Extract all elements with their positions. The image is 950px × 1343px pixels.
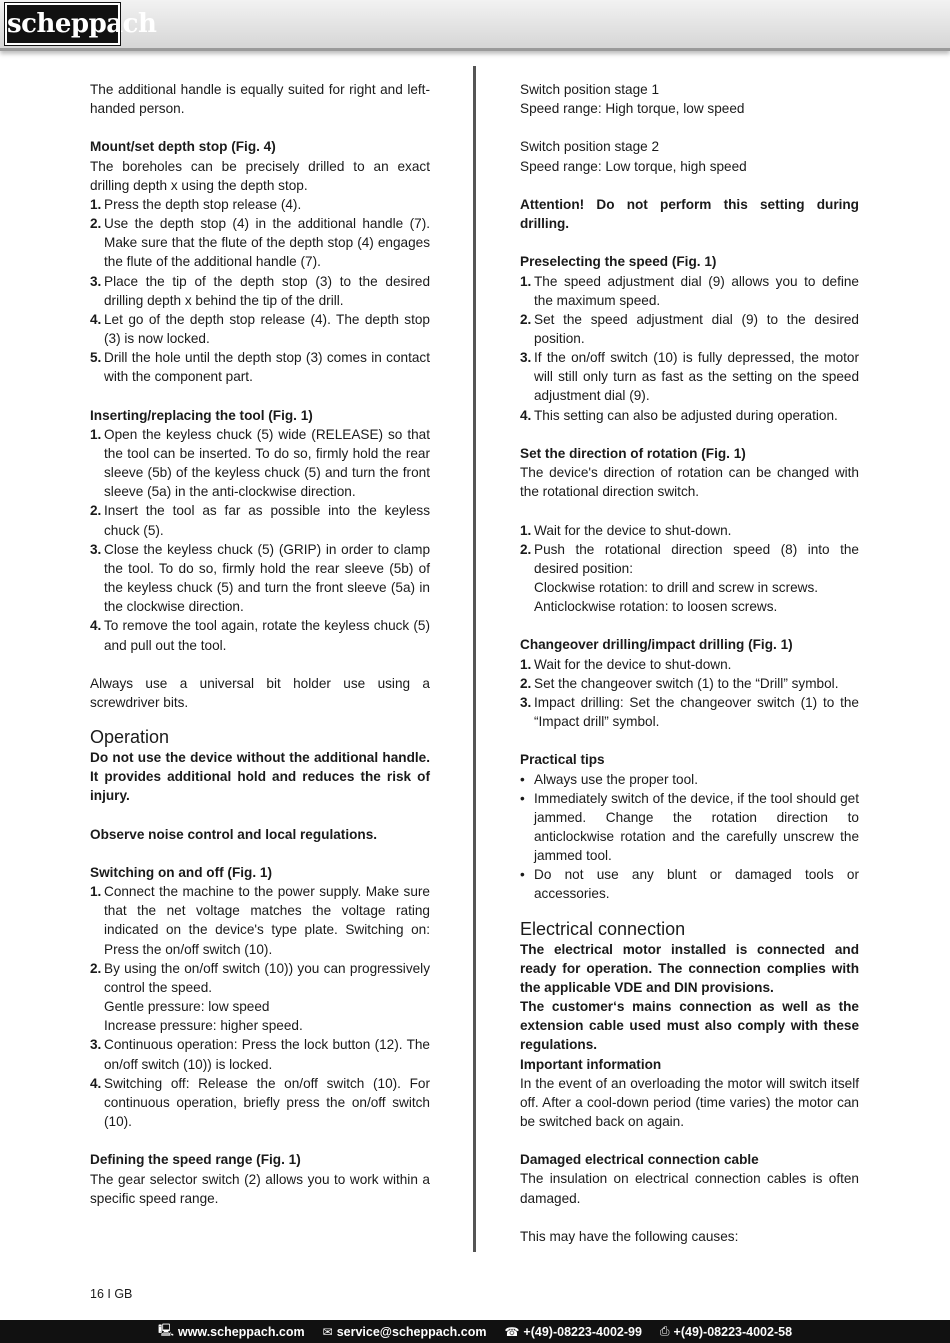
speed-range-heading: Defining the speed range (Fig. 1)	[90, 1152, 301, 1168]
noise-note: Observe noise control and local regulations.	[90, 826, 378, 842]
list-item: 1. Press the depth stop release (4).	[90, 196, 302, 212]
preselect-heading: Preselecting the speed (Fig. 1)	[520, 254, 717, 270]
list-item: 3. Continuous operation: Press the lock button (12). The on/off switch (10)) is locked.	[90, 1037, 430, 1072]
list-item: • Do not use any blunt or damaged tools or accessories.	[520, 867, 859, 902]
list-item: 3. If the on/off switch (10) is fully depressed, the motor will still only turn as fast as the setting on the speed adjustment dial (9).	[520, 350, 859, 404]
depth-stop-text: The boreholes can be precisely drilled to an exact drilling depth x using the depth stop.	[90, 158, 430, 193]
switching-steps	[90, 882, 430, 1131]
stage2-line1: Switch position stage 2	[520, 139, 660, 155]
attention-note: Attention! Do not perform this setting during drilling.	[520, 196, 859, 232]
list-item: 4. Let go of the depth stop release (4). The depth stop (3) is now locked.	[90, 311, 430, 347]
header-bar	[0, 0, 950, 51]
stage2-line2: Speed range: Low torque, high speed	[520, 158, 747, 174]
fax-number: +(49)-08223-4002-58	[673, 1324, 793, 1339]
page-number: 16 I GB	[90, 1287, 133, 1301]
fax-icon: ⎙	[659, 1324, 670, 1338]
causes-text: This may have the following causes:	[520, 1228, 739, 1244]
list-item: 2. Set the changeover switch (1) to the “Drill” symbol.	[520, 675, 839, 691]
damaged-cable-text: The insulation on electrical connection cables is often damaged.	[520, 1171, 859, 1206]
list-item: 1. Connect the machine to the power supply. Make sure that the net voltage matches the voltage rating indicated on the device's type plate. Switching on: Press the on/off switch (10).	[90, 884, 430, 957]
bit-holder-note: Always use a universal bit holder use using a screwdriver bits.	[90, 675, 430, 710]
stage1-line2: Speed range: High torque, low speed	[520, 101, 745, 117]
column-divider	[473, 66, 476, 1252]
preselect-steps	[520, 272, 859, 425]
list-item: 4. This setting can also be adjusted during operation.	[520, 407, 838, 423]
electrical-title: Electrical connection	[520, 918, 686, 939]
list-item: 2. By using the on/off switch (10)) you can progressively control the speed. Gentle pressure: low speed Increase pressure: higher speed.	[90, 960, 430, 1034]
switching-heading: Switching on and off (Fig. 1)	[90, 865, 272, 881]
tool-heading: Inserting/replacing the tool (Fig. 1)	[90, 407, 313, 423]
list-item: 4. Switching off: Release the on/off switch (10). For continuous operation, briefly press the on/off switch (10).	[90, 1075, 430, 1130]
website-link[interactable]: www.scheppach.com	[177, 1324, 305, 1339]
list-item: 1. Wait for the device to shut-down.	[520, 656, 732, 672]
email-icon: ✉	[322, 1324, 333, 1339]
tips-heading: Practical tips	[520, 752, 605, 768]
list-item: 1. Open the keyless chuck (5) wide (RELEASE) so that the tool can be inserted. To do so, firmly hold the rear sleeve (5b) of the keyless chuck (5) and turn the front sleeve (5a) in the anti-clockwise direction.	[90, 426, 430, 500]
important-heading: Important information	[520, 1056, 662, 1072]
changeover-heading: Changeover drilling/impact drilling (Fig. 1)	[520, 637, 793, 653]
depth-stop-heading: Mount/set depth stop (Fig. 4)	[90, 139, 276, 155]
intro-text: The additional handle is equally suited for right and left-handed person.	[90, 82, 430, 117]
operation-title: Operation	[90, 727, 170, 748]
list-item: • Immediately switch of the device, if the tool should get jammed. Change the rotation direction to anticlockwise rotation and the carefully unscrew the jammed tool.	[520, 790, 859, 864]
computer-icon: 🖳	[157, 1323, 174, 1337]
rotation-steps	[520, 521, 859, 617]
changeover-steps	[520, 655, 859, 732]
list-item: 2. Push the rotational direction speed (8) into the desired position: Clockwise rotation: to drill and screw in screws. Anticlockwise rotation: to loosen screws.	[520, 541, 859, 615]
email-link[interactable]: service@scheppach.com	[336, 1324, 487, 1339]
rotation-heading: Set the direction of rotation (Fig. 1)	[520, 445, 746, 461]
phone-number: +(49)-08223-4002-99	[523, 1324, 642, 1339]
list-item: • Always use the proper tool.	[520, 771, 698, 787]
operation-warning: Do not use the device without the additional handle. It provides additional hold and reduces the risk of injury.	[90, 750, 430, 804]
list-item: 5. Drill the hole until the depth stop (3) comes in contact with the component part.	[90, 350, 430, 385]
list-item: 1. Wait for the device to shut-down.	[520, 522, 732, 538]
list-item: 3. Impact drilling: Set the changeover switch (1) to the “Impact drill” symbol.	[520, 694, 859, 730]
list-item: 3. Place the tip of the depth stop (3) to the desired drilling depth x behind the tip of the drill.	[90, 273, 430, 308]
speed-range-text: The gear selector switch (2) allows you to work within a specific speed range.	[90, 1171, 430, 1206]
depth-stop-steps	[90, 195, 430, 387]
rotation-text: The device's direction of rotation can be changed with the rotational direction switch.	[520, 465, 859, 500]
electrical-note-1: The electrical motor installed is connected and ready for operation. The connection complies with the applicable VDE and DIN provisions.	[520, 941, 859, 995]
list-item: 3. Close the keyless chuck (5) (GRIP) in order to clamp the tool. To do so, firmly hold the rear sleeve (5b) of the keyless chuck (5) and turn the front sleeve (5a) in the clockwise direction.	[90, 541, 430, 615]
stage1-line1: Switch position stage 1	[520, 82, 660, 97]
important-text: In the event of an overloading the motor will switch itself off. After a cool-down period (time varies) the motor can be switched back on again.	[520, 1075, 859, 1130]
tool-steps	[90, 425, 430, 655]
list-item: 2. Set the speed adjustment dial (9) to the desired position.	[520, 311, 859, 346]
damaged-cable-heading: Damaged electrical connection cable	[520, 1152, 759, 1168]
list-item: 2. Use the depth stop (4) in the additional handle (7). Make sure that the flute of the depth stop (4) engages the flute of the additional handle (7).	[90, 216, 430, 270]
list-item: 4. To remove the tool again, rotate the keyless chuck (5) and pull out the tool.	[90, 618, 430, 653]
phone-icon: ☎	[504, 1324, 520, 1339]
electrical-note-2: The customer‘s mains connection as well as the extension cable used must also comply with these regulations.	[520, 999, 859, 1053]
tips-list	[520, 770, 859, 904]
list-item: 2. Insert the tool as far as possible into the keyless chuck (5).	[90, 503, 430, 538]
brand-logo: scheppach	[5, 3, 120, 45]
left-column	[90, 80, 430, 1208]
footer-bar	[0, 1320, 950, 1343]
right-column	[520, 80, 859, 1246]
list-item: 1. The speed adjustment dial (9) allows you to define the maximum speed.	[520, 273, 859, 308]
